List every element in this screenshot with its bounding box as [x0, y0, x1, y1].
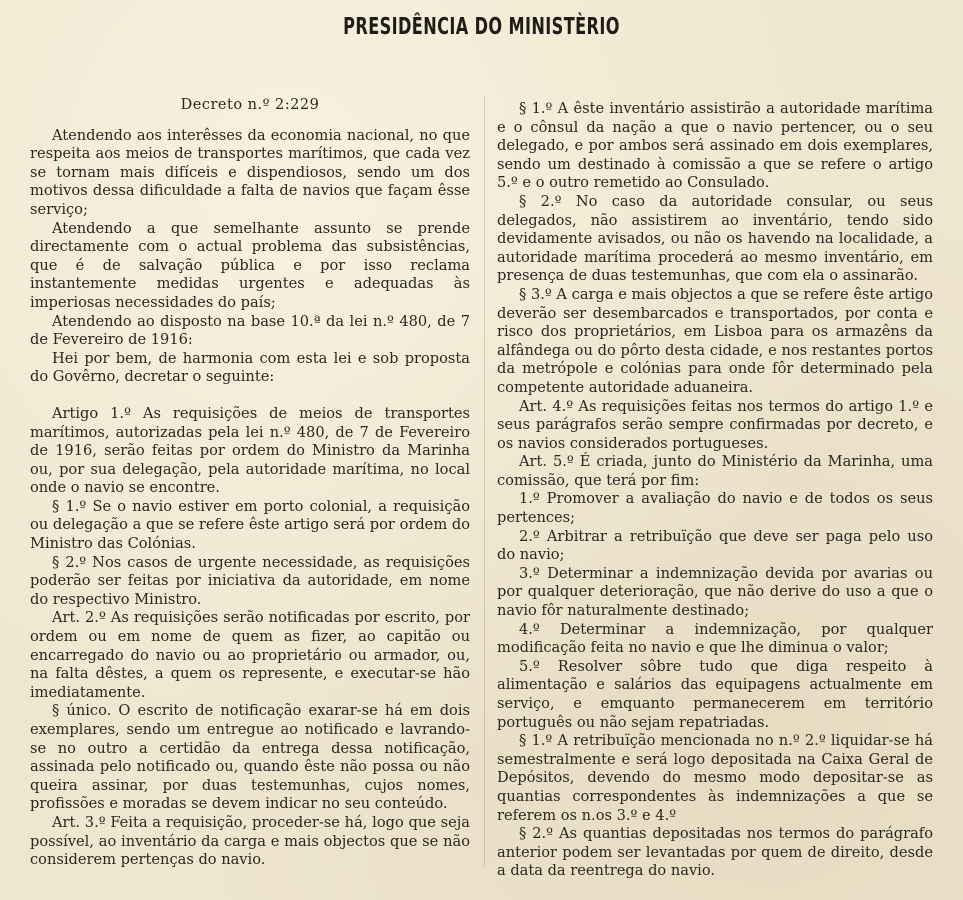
left-column — [30, 96, 470, 870]
article-5-item-1: 1.º Promover a avaliação do navio e de todos os seus pertences; — [497, 490, 933, 527]
article-4: Art. 4.º As requisições feitas nos termos do artigo 1.º e seus parágrafos serão sempre confirmadas por decreto, e os navios considerados portugueses. — [497, 397, 933, 452]
article-5-item-5: 5.º Resolver sôbre tudo que diga respeito à alimentação e salários das equipagens actualmente em serviço, e emquanto permanecerem em território português ou não sejam repatriadas. — [497, 657, 933, 731]
article-1-paragraph-2: § 2.º Nos casos de urgente necessidade, as requisições poderão ser feitas por iniciativa da autoridade, em nome do respectivo Ministro. — [30, 553, 470, 608]
article-5-item-2: 2.º Arbitrar a retribuïção que deve ser paga pelo uso do navio; — [497, 527, 933, 564]
preamble-paragraph: Atendendo aos interêsses da economia nacional, no que respeita aos meios de transportes marítimos, que cada vez se tornam mais difíceis e dispendiosos, sendo um dos motivos dessa dificuldade a falta de navios que façam êsse serviço; — [30, 126, 470, 218]
right-column — [497, 100, 933, 881]
article-5-paragraph-1: § 1.º A retribuïção mencionada no n.º 2.º liquidar-se há semestralmente e será logo depositada na Caixa Geral de Depósitos, devendo do mesmo modo depositar-se as quantias correspondentes às indemnizações a que se referem os n.os 3.º e 4.º — [497, 732, 933, 824]
article-2-single-paragraph: § único. O escrito de notificação exarar-se há em dois exemplares, sendo um entregue ao notificado e lavrando-se no outro a certidão da entrega dessa notificação, assinada pelo notificado ou, quando êste não possa ou não queira assinar, por duas testemunhas, cujos nomes, profissões e moradas se devem indicar no seu conteúdo. — [30, 702, 470, 813]
page-header-title: PRESIDÊNCIA DO MINISTÈRIO — [343, 14, 620, 40]
article-5-paragraph-2: § 2.º As quantias depositadas nos termos do parágrafo anterior podem ser levantadas por quem de direito, desde a data da reentrega do navio. — [497, 825, 933, 880]
preamble-paragraph: Atendendo ao disposto na base 10.ª da lei n.º 480, de 7 de Fevereiro de 1916: — [30, 312, 470, 349]
article-3: Art. 3.º Feita a requisição, proceder-se há, logo que seja possível, ao inventário da carga e mais objectos que se não considerem pertenças do navio. — [30, 813, 470, 869]
article-3-paragraph-3: § 3.º A carga e mais objectos a que se refere êste artigo deverão ser desembarcados e transportados, por conta e risco dos proprietários, em Lisboa para os armazêns da alfândega ou do pôrto desta cidade, e nos restantes portos da metrópole e colónias para onde fôr determinado pela competente autoridade aduaneira. — [497, 285, 933, 396]
preamble-paragraph: Atendendo a que semelhante assunto se prende directamente com o actual problema das subsistências, que é de salvação pública e por isso reclama instantemente medidas urgentes e adequadas às imperiosas necessidades do país; — [30, 219, 470, 311]
article-5-item-4: 4.º Determinar a indemnização, por qualquer modificação feita no navio e que lhe diminua o valor; — [497, 620, 933, 657]
article-5: Art. 5.º É criada, junto do Ministério da Marinha, uma comissão, que terá por fim: — [497, 453, 933, 489]
column-divider — [484, 96, 485, 866]
preamble-paragraph: Hei por bem, de harmonia com esta lei e sob proposta do Govêrno, decretar o seguinte: — [30, 349, 470, 386]
article-2: Art. 2.º As requisições serão notificadas por escrito, por ordem ou em nome de quem as fizer, ao capitão ou encarregado do navio ou ao proprietário ou armador, ou, na falta dêstes, a quem os represente, e executar-se hão imediatamente. — [30, 609, 470, 701]
article-3-paragraph-2: § 2.º No caso da autoridade consular, ou seus delegados, não assistirem ao inventário, tendo sido devidamente avisados, ou não os havendo na localidade, a autoridade marítima procederá ao mesmo inventário, em presença de duas testemunhas, que com ela o assinarão. — [497, 192, 933, 285]
article-5-item-3: 3.º Determinar a indemnização devida por avarias ou por qualquer deterioração, que não derive do uso a que o navio fôr naturalmente destinado; — [497, 564, 933, 620]
decree-title: Decreto n.º 2:229 — [180, 97, 320, 113]
article-3-paragraph-1: § 1.º A êste inventário assistirão a autoridade marítima e o cônsul da nação a que o navio pertencer, ou o seu delegado, e por ambos será assinado em dois exemplares, sendo um destinado à comissão a que se refere o artigo 5.º e o outro remetido ao Consulado. — [497, 100, 933, 192]
article-1: Artigo 1.º As requisições de meios de transportes marítimos, autorizadas pela lei n.º 480, de 7 de Fevereiro de 1916, serão feitas por ordem do Ministro da Marinha ou, por sua delegação, pela autoridade marítima, no local onde o navio se encontre. — [30, 404, 470, 497]
section-gap — [30, 387, 470, 405]
article-1-paragraph-1: § 1.º Se o navio estiver em porto colonial, a requisição ou delegação a que se refere êste artigo será por ordem do Ministro das Colónias. — [30, 497, 470, 553]
